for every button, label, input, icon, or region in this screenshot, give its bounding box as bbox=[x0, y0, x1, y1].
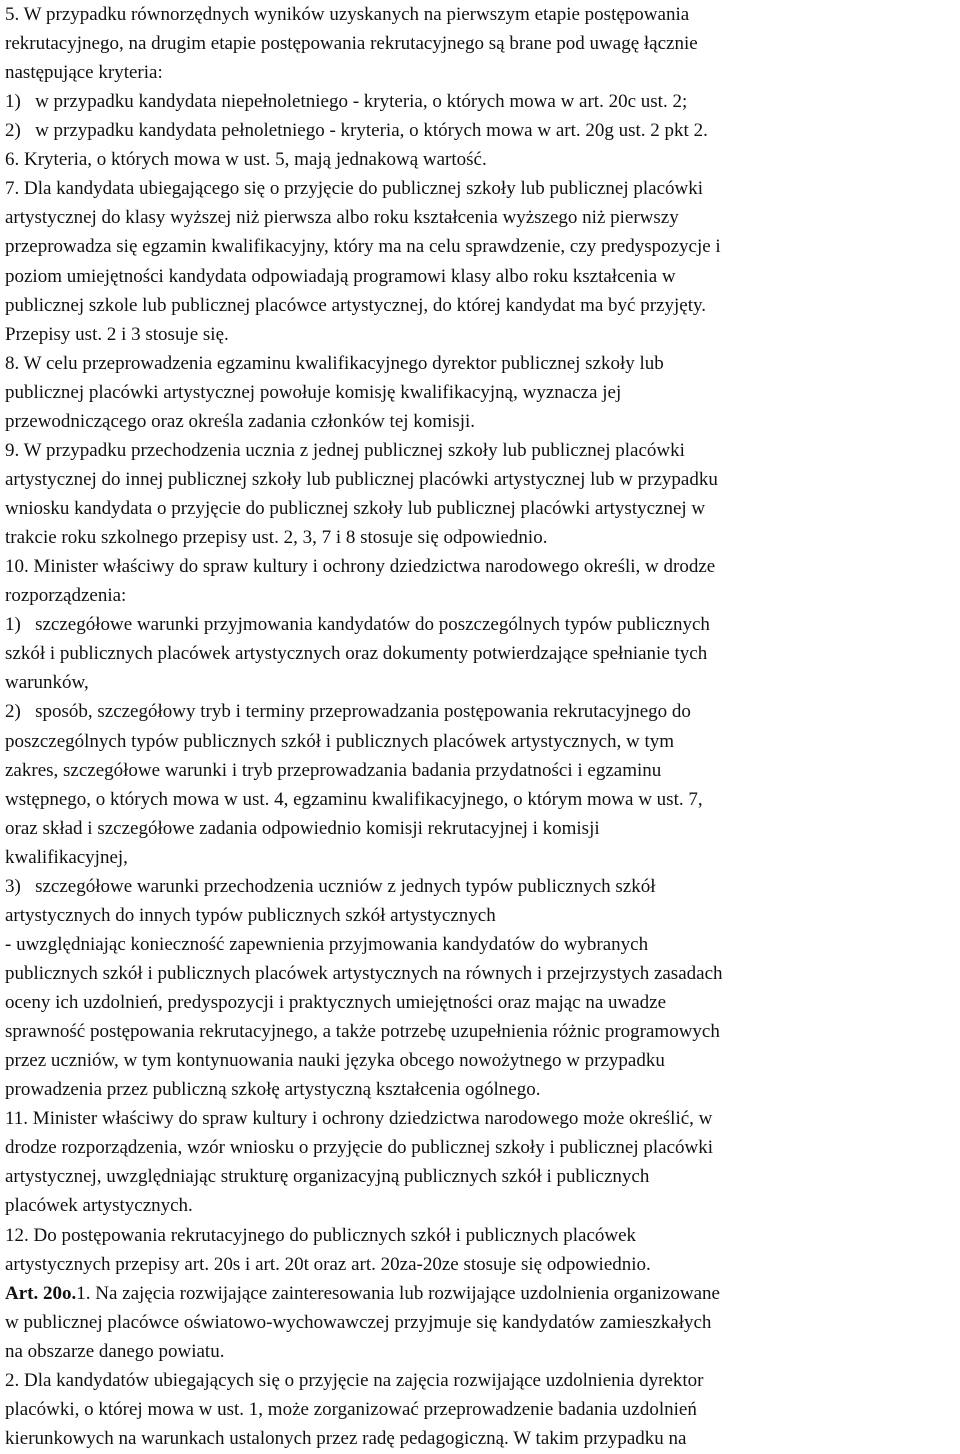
text-line: artystycznej, uwzględniając strukturę organizacyjną publicznych szkół i publicznych bbox=[5, 1166, 650, 1187]
text-line: w publicznej placówce oświatowo-wychowawczej przyjmuje się kandydatów zamieszkałych bbox=[5, 1312, 712, 1333]
text-line: prowadzenia przez publiczną szkołę artystyczną kształcenia ogólnego. bbox=[5, 1079, 541, 1100]
article-text: 1. Na zajęcia rozwijające zainteresowania lub rozwijające uzdolnienia organizowane bbox=[76, 1283, 720, 1304]
text-line: na obszarze danego powiatu. bbox=[5, 1341, 225, 1362]
text-line: rekrutacyjnego, na drugim etapie postępowania rekrutacyjnego są brane pod uwagę łącznie bbox=[5, 33, 698, 54]
text-line: placówek artystycznych. bbox=[5, 1195, 193, 1216]
text-line: poziom umiejętności kandydata odpowiadają programowi klasy albo roku kształcenia w bbox=[5, 266, 676, 287]
text-line: wniosku kandydata o przyjęcie do publicznej szkoły lub publicznej placówki artystycznej w bbox=[5, 498, 706, 519]
text-line: placówki, o której mowa w ust. 1, może zorganizować przeprowadzenie badania uzdolnień bbox=[5, 1399, 697, 1420]
text-line: publicznej szkole lub publicznej placówce artystycznej, do której kandydat ma być przyjęty. bbox=[5, 295, 706, 316]
text-line: 2. Dla kandydatów ubiegających się o przyjęcie na zajęcia rozwijające uzdolnienia dyrektor bbox=[5, 1370, 704, 1391]
text-line: 11. Minister właściwy do spraw kultury i ochrony dziedzictwa narodowego może określić, w bbox=[5, 1108, 713, 1129]
text-line: 8. W celu przeprowadzenia egzaminu kwalifikacyjnego dyrektor publicznej szkoły lub bbox=[5, 353, 664, 374]
article-heading-line bbox=[5, 1279, 720, 1308]
text-line: 2) sposób, szczegółowy tryb i terminy przeprowadzania postępowania rekrutacyjnego do bbox=[5, 701, 691, 722]
text-line: 6. Kryteria, o których mowa w ust. 5, mają jednakową wartość. bbox=[5, 149, 487, 170]
text-line: sprawność postępowania rekrutacyjnego, a także potrzebę uzupełnienia różnic programowych bbox=[5, 1021, 720, 1042]
text-line: artystycznej do innej publicznej szkoły lub publicznej placówki artystycznej lub w przypadku bbox=[5, 469, 718, 490]
text-line: 5. W przypadku równorzędnych wyników uzyskanych na pierwszym etapie postępowania bbox=[5, 4, 690, 25]
text-line: przez uczniów, w tym kontynuowania nauki języka obcego nowożytnego w przypadku bbox=[5, 1050, 665, 1071]
text-line: artystycznej do klasy wyższej niż pierwsza albo roku kształcenia wyższego niż pierwszy bbox=[5, 207, 679, 228]
text-line: wstępnego, o których mowa w ust. 4, egzaminu kwalifikacyjnego, o którym mowa w ust. 7, bbox=[5, 789, 703, 810]
text-line: przewodniczącego oraz określa zadania członków tej komisji. bbox=[5, 411, 476, 432]
text-line: 1) w przypadku kandydata niepełnoletniego - kryteria, o których mowa w art. 20c ust. 2; bbox=[5, 91, 688, 112]
text-line: 1) szczegółowe warunki przyjmowania kandydatów do poszczególnych typów publicznych bbox=[5, 614, 710, 635]
text-line: 9. W przypadku przechodzenia ucznia z jednej publicznej szkoły lub publicznej placówki bbox=[5, 440, 685, 461]
text-line: następujące kryteria: bbox=[5, 62, 163, 83]
text-line: oceny ich uzdolnień, predyspozycji i praktycznych umiejętności oraz mając na uwadze bbox=[5, 992, 667, 1013]
text-line: poszczególnych typów publicznych szkół i publicznych placówek artystycznych, w tym bbox=[5, 731, 675, 752]
text-line: - uwzględniając konieczność zapewnienia przyjmowania kandydatów do wybranych bbox=[5, 934, 649, 955]
text-line: artystycznych przepisy art. 20s i art. 20t oraz art. 20za-20ze stosuje się odpowiednio. bbox=[5, 1254, 651, 1275]
text-line: Przepisy ust. 2 i 3 stosuje się. bbox=[5, 324, 229, 345]
text-line: warunków, bbox=[5, 672, 89, 693]
text-line: 10. Minister właściwy do spraw kultury i ochrony dziedzictwa narodowego określi, w drodze bbox=[5, 556, 716, 577]
text-line: kierunkowych na warunkach ustalonych przez radę pedagogiczną. W takim przypadku na bbox=[5, 1428, 687, 1449]
text-line: 3) szczegółowe warunki przechodzenia uczniów z jednych typów publicznych szkół bbox=[5, 876, 656, 897]
text-line: artystycznych do innych typów publicznych szkół artystycznych bbox=[5, 905, 496, 926]
text-line: trakcie roku szkolnego przepisy ust. 2, 3, 7 i 8 stosuje się odpowiednio. bbox=[5, 527, 548, 548]
article-label: Art. 20o. bbox=[5, 1283, 77, 1304]
text-line: publicznych szkół i publicznych placówek artystycznych na równych i przejrzystych zasadach bbox=[5, 963, 723, 984]
text-line: 12. Do postępowania rekrutacyjnego do publicznych szkół i publicznych placówek bbox=[5, 1225, 637, 1246]
text-line: drodze rozporządzenia, wzór wniosku o przyjęcie do publicznej szkoły i publicznej placówki bbox=[5, 1137, 714, 1158]
text-line: przeprowadza się egzamin kwalifikacyjny, który ma na celu sprawdzenie, czy predyspozycje i bbox=[5, 236, 721, 257]
text-line: publicznej placówki artystycznej powołuje komisję kwalifikacyjną, wyznacza jej bbox=[5, 382, 622, 403]
text-line: oraz skład i szczegółowe zadania odpowiednio komisji rekrutacyjnej i komisji bbox=[5, 818, 600, 839]
text-line: zakres, szczegółowe warunki i tryb przeprowadzania badania przydatności i egzaminu bbox=[5, 760, 662, 781]
text-line: kwalifikacyjnej, bbox=[5, 847, 128, 868]
text-line: rozporządzenia: bbox=[5, 585, 127, 606]
text-line: 2) w przypadku kandydata pełnoletniego - kryteria, o których mowa w art. 20g ust. 2 pkt 2. bbox=[5, 120, 708, 141]
text-line: 7. Dla kandydata ubiegającego się o przyjęcie do publicznej szkoły lub publicznej placówki bbox=[5, 178, 704, 199]
text-line: szkół i publicznych placówek artystycznych oraz dokumenty potwierdzające spełnianie tych bbox=[5, 643, 708, 664]
